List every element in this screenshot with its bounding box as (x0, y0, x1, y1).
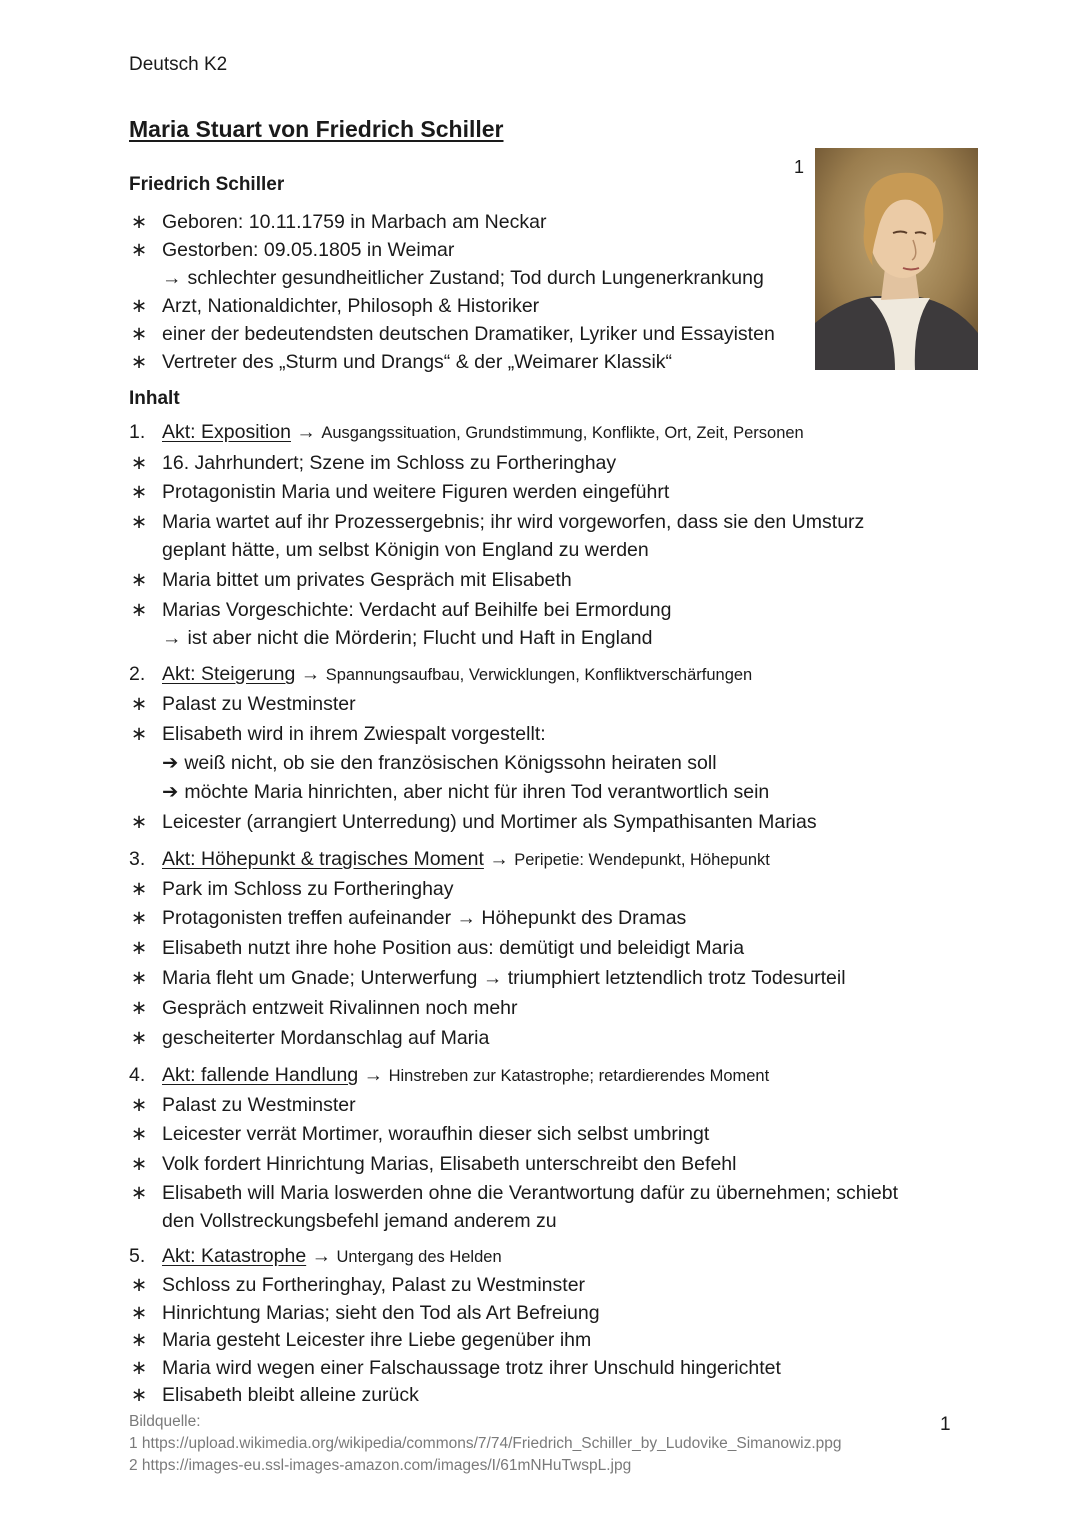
bullet-icon: ∗ (130, 1153, 148, 1175)
list-item: ∗ Palast zu Westminster (129, 1091, 898, 1119)
arrow-icon: → (311, 1245, 332, 1267)
arrow-icon: → (162, 267, 182, 289)
arrow-icon: ➔ (162, 781, 179, 803)
bullet-icon: ∗ (130, 878, 148, 900)
page-number: 1 (940, 1414, 951, 1435)
bio-heading: Friedrich Schiller (129, 174, 285, 195)
bullet-icon: ∗ (130, 693, 148, 715)
arrow-icon: → (363, 1064, 384, 1086)
document-title: Maria Stuart von Friedrich Schiller (129, 116, 504, 142)
list-item: ∗ Maria bittet um privates Gespräch mit Elisabeth (129, 566, 864, 594)
list-item: ∗ Maria fleht um Gnade; Unterwerfung → triumphiert letztendlich trotz Todesurteil (129, 964, 846, 992)
act-4-heading: 4. Akt: fallende Handlung → Hinstreben zur Katastrophe; retardierendes Moment (129, 1064, 770, 1086)
bullet-icon: ∗ (130, 1274, 148, 1296)
list-item: ∗ Leicester (arrangiert Unterredung) und Mortimer als Sympathisanten Marias (129, 808, 817, 836)
list-item: ∗ Elisabeth bleibt alleine zurück (129, 1382, 781, 1410)
list-item: ∗ Schloss zu Fortheringhay, Palast zu Westminster (129, 1272, 781, 1300)
act-1-heading: 1. Akt: Exposition → Ausgangssituation, Grundstimmung, Konflikte, Ort, Zeit, Personen (129, 421, 804, 443)
list-item: ∗ Elisabeth will Maria loswerden ohne die Verantwortung dafür zu übernehmen; schiebt den Vollstreckungsbefehl jemand anderem zu (129, 1179, 898, 1235)
sub-point: → schlechter gesundheitlicher Zustand; Tod durch Lungenerkrankung (162, 267, 764, 289)
list-item: ∗ Vertreter des „Sturm und Drangs“ & der „Weimarer Klassik“ (129, 348, 775, 376)
list-item: ∗ Protagonistin Maria und weitere Figuren werden eingeführt (129, 478, 864, 506)
bullet-icon: ∗ (130, 481, 148, 503)
arrow-icon: → (162, 627, 182, 649)
list-item: ∗ Gestorben: 09.05.1805 in Weimar → schlechter gesundheitlicher Zustand; Tod durch Lungenerkrankung (129, 236, 775, 292)
bullet-icon: ∗ (130, 937, 148, 959)
list-item: ∗ Maria gesteht Leicester ihre Liebe gegenüber ihm (129, 1327, 781, 1355)
list-item: ∗ Palast zu Westminster (129, 690, 817, 718)
document-header: Deutsch K2 (129, 54, 228, 75)
act-5-list (129, 1272, 781, 1410)
bullet-icon: ∗ (130, 1301, 148, 1324)
portrait-illustration (815, 148, 978, 370)
act-3-heading: 3. Akt: Höhepunkt & tragisches Moment → Peripetie: Wendepunkt, Höhepunkt (129, 848, 770, 870)
bullet-icon: ∗ (130, 907, 148, 929)
image-sources (129, 1411, 842, 1477)
list-item: ∗ 16. Jahrhundert; Szene im Schloss zu Fortheringhay (129, 449, 864, 477)
bullet-icon: ∗ (130, 1384, 148, 1406)
sub-point: ➔ möchte Maria hinrichten, aber nicht für ihren Tod verantwortlich sein (162, 781, 770, 803)
act-3-list (129, 875, 846, 1052)
list-item: ∗ Elisabeth nutzt ihre hohe Position aus: demütigt und beleidigt Maria (129, 934, 846, 962)
bullet-icon: ∗ (130, 1329, 148, 1351)
bullet-icon: ∗ (130, 811, 148, 833)
arrow-icon: → (489, 848, 509, 870)
list-item: ∗ Protagonisten treffen aufeinander → Höhepunkt des Dramas (129, 904, 846, 932)
list-item: ∗ Geboren: 10.11.1759 in Marbach am Neckar (129, 208, 775, 236)
bullet-icon: ∗ (130, 239, 148, 261)
bullet-icon: ∗ (130, 452, 148, 474)
bullet-icon: ∗ (130, 295, 148, 317)
bullet-icon: ∗ (130, 1123, 148, 1145)
list-item: ∗ gescheiterter Mordanschlag auf Maria (129, 1024, 846, 1052)
list-item: ∗ Gespräch entzweit Rivalinnen noch mehr (129, 994, 846, 1022)
list-item: ∗ Elisabeth wird in ihrem Zwiespalt vorgestellt: ➔ weiß nicht, ob sie den französischen Königssohn heiraten soll ➔ möchte Maria hinrichten, aber nicht für ihren Tod verantwortlich sein (129, 720, 817, 807)
list-item: ∗ Maria wartet auf ihr Prozessergebnis; ihr wird vorgeworfen, dass sie den Umsturz geplant hätte, um selbst Königin von England zu werden (129, 508, 864, 564)
act-1-list (129, 449, 864, 652)
arrow-icon: ➔ (162, 752, 179, 774)
list-item: ∗ einer der bedeutendsten deutschen Dramatiker, Lyriker und Essayisten (129, 320, 775, 348)
sub-point: → ist aber nicht die Mörderin; Flucht und Haft in England (162, 627, 653, 649)
bullet-icon: ∗ (130, 599, 148, 621)
bullet-icon: ∗ (130, 1027, 148, 1049)
list-item: ∗ Hinrichtung Marias; sieht den Tod als Art Befreiung (129, 1300, 781, 1328)
source-link[interactable]: 2 https://images-eu.ssl-images-amazon.com/images/I/61mNHuTwspL.jpg (129, 1457, 632, 1474)
bio-list (129, 208, 775, 376)
bullet-icon: ∗ (130, 351, 148, 373)
list-item: ∗ Marias Vorgeschichte: Verdacht auf Beihilfe bei Ermordung → ist aber nicht die Mörderin; Flucht und Haft in England (129, 596, 864, 652)
schiller-portrait (815, 148, 978, 370)
bullet-icon: ∗ (130, 511, 148, 533)
act-5-heading: 5. Akt: Katastrophe → Untergang des Helden (129, 1245, 502, 1267)
bullet-icon: ∗ (130, 723, 148, 745)
list-item: ∗ Leicester verrät Mortimer, woraufhin dieser sich selbst umbringt (129, 1120, 898, 1148)
list-item: ∗ Arzt, Nationaldichter, Philosoph & Historiker (129, 292, 775, 320)
list-item: ∗ Park im Schloss zu Fortheringhay (129, 875, 846, 903)
act-4-list (129, 1091, 898, 1235)
bullet-icon: ∗ (130, 1356, 148, 1379)
bullet-icon: ∗ (130, 1094, 148, 1116)
arrow-icon: → (300, 663, 321, 685)
bullet-icon: ∗ (130, 569, 148, 591)
bullet-icon: ∗ (130, 1182, 148, 1204)
sources-label: Bildquelle: (129, 1413, 201, 1430)
bullet-icon: ∗ (130, 323, 148, 345)
bullet-icon: ∗ (130, 967, 148, 989)
portrait-label: 1 (794, 157, 805, 177)
act-2-list (129, 690, 817, 836)
sub-point: ➔ weiß nicht, ob sie den französischen Königssohn heiraten soll (162, 752, 717, 774)
act-2-heading: 2. Akt: Steigerung → Spannungsaufbau, Verwicklungen, Konfliktverschärfungen (129, 663, 753, 685)
inhalt-heading: Inhalt (129, 388, 180, 409)
list-item: ∗ Volk fordert Hinrichtung Marias, Elisabeth unterschreibt den Befehl (129, 1150, 898, 1178)
bullet-icon: ∗ (130, 211, 148, 233)
bullet-icon: ∗ (130, 997, 148, 1019)
list-item: ∗ Maria wird wegen einer Falschaussage trotz ihrer Unschuld hingerichtet (129, 1355, 781, 1383)
source-link[interactable]: 1 https://upload.wikimedia.org/wikipedia/commons/7/74/Friedrich_Schiller_by_Ludovike_Simanowiz.ppg (129, 1435, 842, 1452)
arrow-icon: → (296, 421, 316, 443)
